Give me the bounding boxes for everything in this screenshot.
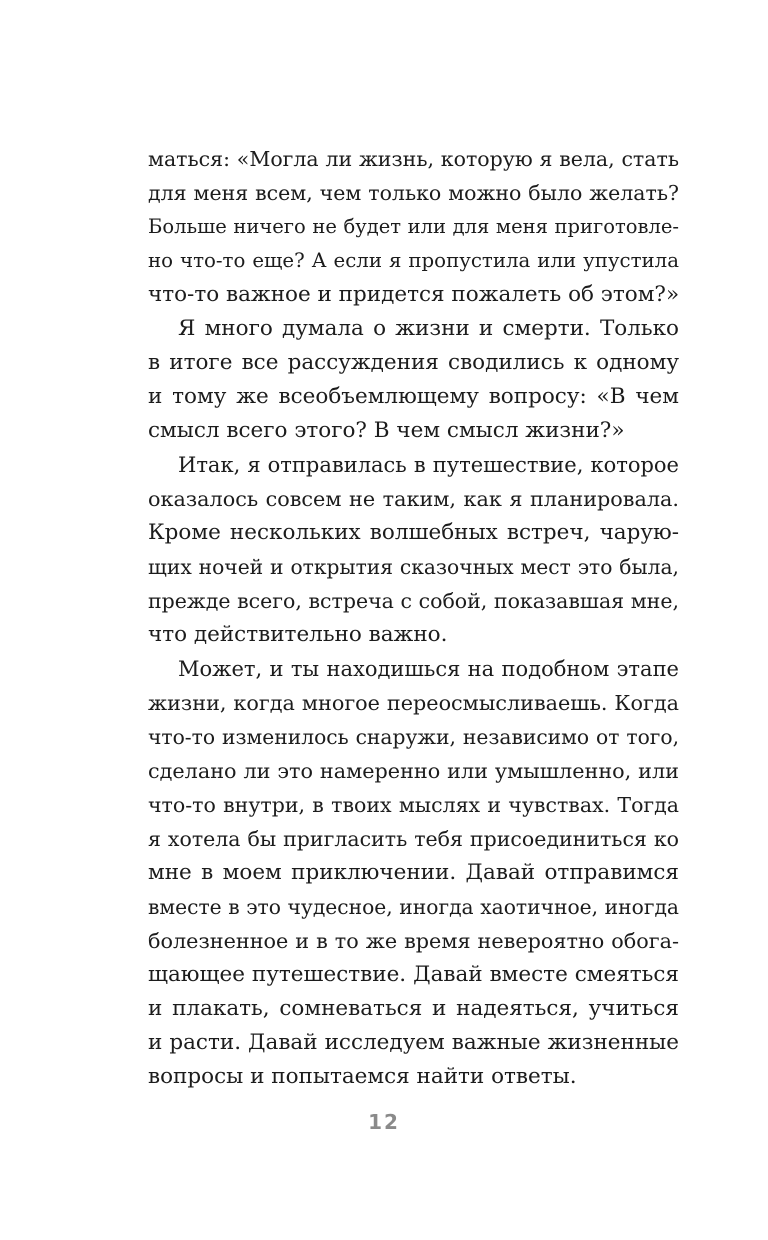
text-line: Может, и ты находишься на подобном этапе [178,657,679,681]
text-line: для меня всем, чем только можно было желать? [148,181,679,205]
text-line: Больше ничего не будет или для меня приготовле- [148,215,679,238]
text-line: и расти. Давай исследуем важные жизненные [148,1030,679,1055]
text-line: сделано ли это намеренно или умышленно, или [148,759,679,783]
paragraph-2 [148,312,679,448]
text-line: щающее путешествие. Давай вместе смеяться [148,962,679,987]
text-line: и плакать, сомневаться и надеяться, учиться [148,996,679,1021]
paragraph-4 [148,652,679,1094]
text-line: щих ночей и открытия сказочных мест это была, [148,555,679,579]
paragraph-1 [148,142,679,312]
text-line: что-то изменилось снаружи, независимо от того, [148,725,679,749]
text-line: жизни, когда многое переосмысливаешь. Когда [148,691,679,715]
text-line: смысл всего этого? В чем смысл жизни?» [148,418,625,443]
text-line: но что-то еще? А если я пропустила или упустила [148,249,679,272]
text-line: что-то важное и придется пожалеть об этом?» [148,282,680,307]
text-line: болезненное и в то же время невероятно обога- [148,929,679,953]
text-line: вопросы и попытаемся найти ответы. [148,1064,577,1089]
text-line: прежде всего, встреча с собой, показавшая мне, [148,589,679,613]
text-line: Я много думала о жизни и смерти. Только [178,316,679,341]
body-text [148,142,679,1094]
paragraph-3 [148,448,679,652]
text-line: что-то внутри, в твоих мыслях и чувствах. Тогда [148,793,679,817]
text-line: оказалось совсем не таким, как я планировала. [148,487,679,511]
text-line: в итоге все рассуждения сводились к одному [148,350,679,375]
text-line: Кроме нескольких волшебных встреч, чарую- [148,520,679,545]
text-line: что действительно важно. [148,622,448,647]
text-line: вместе в это чудесное, иногда хаотичное, иногда [148,895,679,919]
text-line: мне в моем приключении. Давай отправимся [148,860,679,885]
text-line: маться: «Могла ли жизнь, которую я вела, стать [148,147,679,171]
text-line: и тому же всеобъемлющему вопросу: «В чем [148,384,679,409]
text-line: Итак, я отправилась в путешествие, которое [178,453,679,477]
text-line: я хотела бы пригласить тебя присоединиться ко [148,827,679,851]
page-number: 12 [368,1110,400,1134]
